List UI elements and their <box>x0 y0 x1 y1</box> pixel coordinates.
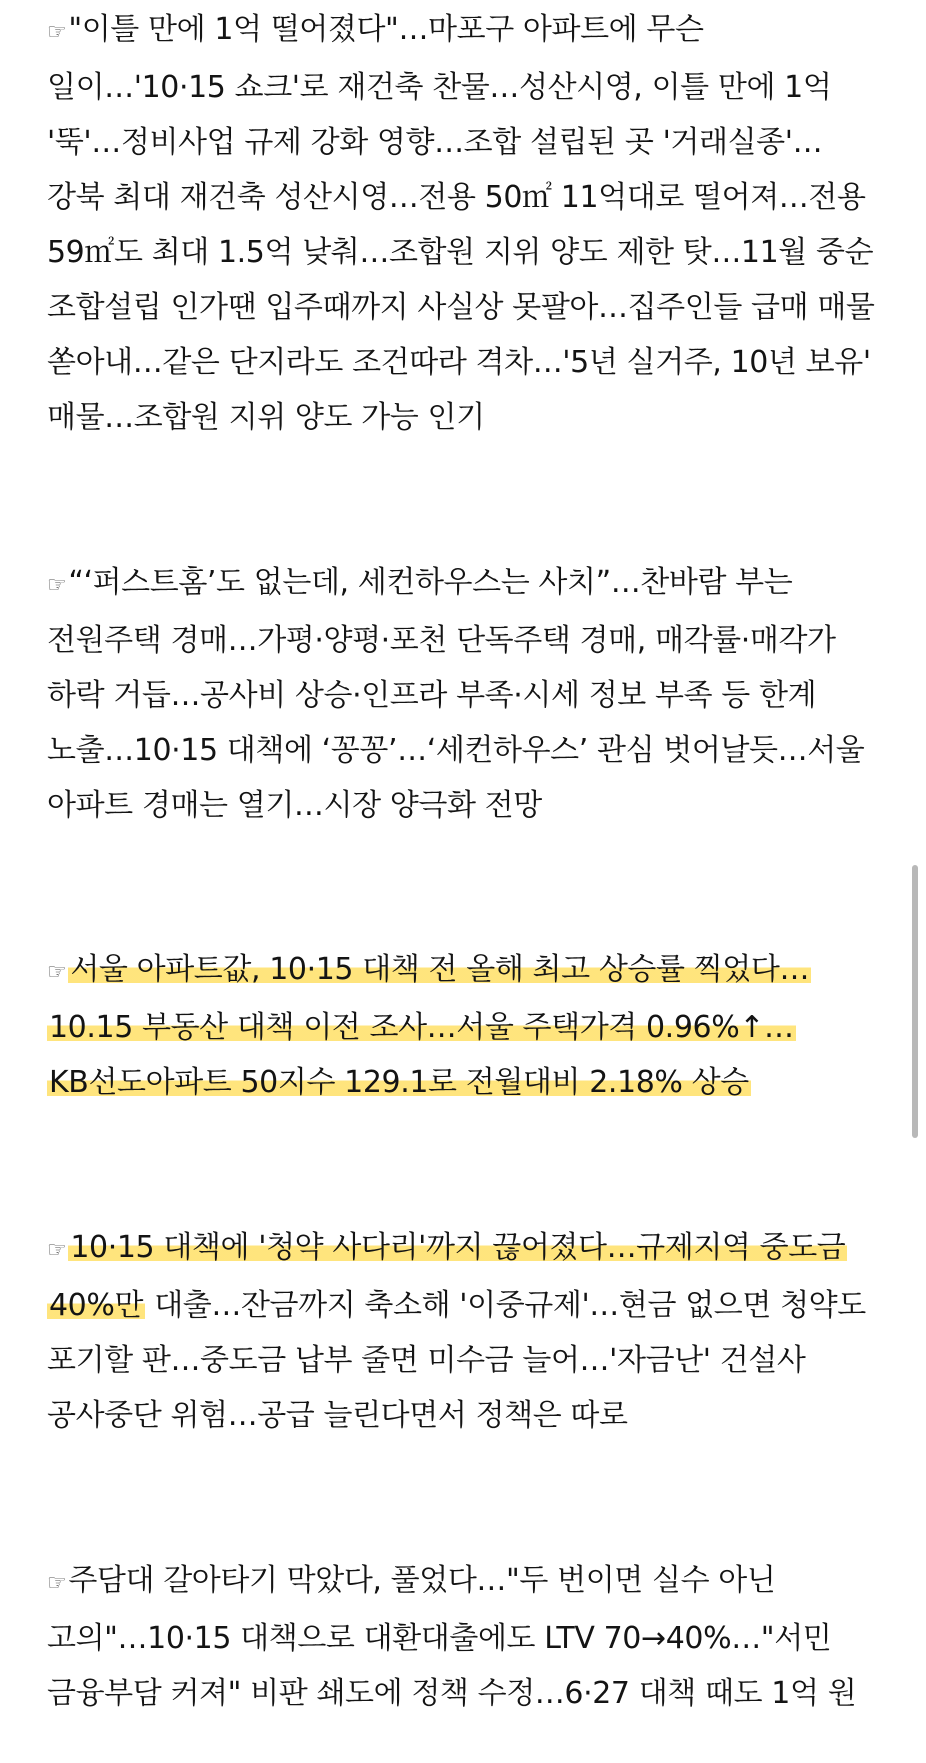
vertical-scrollbar[interactable] <box>912 0 918 1763</box>
pointing-hand-icon: ☞ <box>47 960 67 985</box>
highlighted-text: 서울 아파트값, 10·15 대책 전 올해 최고 상승률 찍었다…10.15 부동산 대책 이전 조사…서울 주택가격 0.96%↑…KB선도아파트 50지수 129.1로 전월대비 2.18% 상승 <box>49 952 810 1100</box>
news-item-mapo-reconstruction[interactable] <box>47 2 879 445</box>
pointing-hand-icon: ☞ <box>47 1571 67 1596</box>
pointing-hand-icon: ☞ <box>47 20 67 45</box>
news-item-text: 대출…잔금까지 축소해 '이중규제'…현금 없으면 청약도 포기할 판…중도금 납부 줄면 미수금 늘어…'자금난' 건설사 공사중단 위험…공급 늘린다면서 정책은 따로 <box>47 1288 866 1433</box>
news-item-second-house-auction[interactable] <box>47 555 879 833</box>
scrollbar-thumb[interactable] <box>912 865 918 1138</box>
pointing-hand-icon: ☞ <box>47 1238 67 1263</box>
news-item-mortgage-refinance[interactable] <box>47 1553 879 1721</box>
pointing-hand-icon: ☞ <box>47 573 67 598</box>
news-item-text: 주담대 갈아타기 막았다, 풀었다…"두 번이면 실수 아닌 고의"…10·15 대책으로 대환대출에도 LTV 70→40%…"서민 금융부담 커져" 비판 쇄도에 정책 수정…6·27 대책 때도 1억 원 <box>47 1563 857 1711</box>
article-list <box>47 2 879 1721</box>
news-item-subscription-ladder[interactable] <box>47 1220 879 1443</box>
news-item-text: "이틀 만에 1억 떨어졌다"…마포구 아파트에 무슨 일이…'10·15 쇼크'로 재건축 찬물…성산시영, 이틀 만에 1억 '뚝'…정비사업 규제 강화 영향…조합 설립된 곳 '거래실종'…강북 최대 재건축 성산시영…전용 50㎡ 11억대로 떨어져…전용 59㎡도 최대 1.5억 낮춰…조합원 지위 양도 제한 탓…11월 중순 조합설립 인가땐 입주때까지 사실상 못팔아…집주인들 급매 매물 쏟아내…같은 단지라도 조건따라 격차…'5년 실거주, 10년 보유' 매물…조합원 지위 양도 가능 인기 <box>47 12 875 435</box>
news-item-text: “‘퍼스트홈’도 없는데, 세컨하우스는 사치”…찬바람 부는 전원주택 경매…가평·양평·포천 단독주택 경매, 매각률·매각가 하락 거듭…공사비 상승·인프라 부족·시세 정보 부족 등 한계 노출…10·15 대책에 ‘꽁꽁’…‘세컨하우스’ 관심 벗어날듯…서울 아파트 경매는 열기…시장 양극화 전망 <box>47 565 865 823</box>
highlighted-text: 10·15 대책에 '청약 사다리'까지 끊어졌다…규제지역 중도금 40%만 <box>49 1230 846 1323</box>
news-item-seoul-apartment-price[interactable] <box>47 942 879 1110</box>
